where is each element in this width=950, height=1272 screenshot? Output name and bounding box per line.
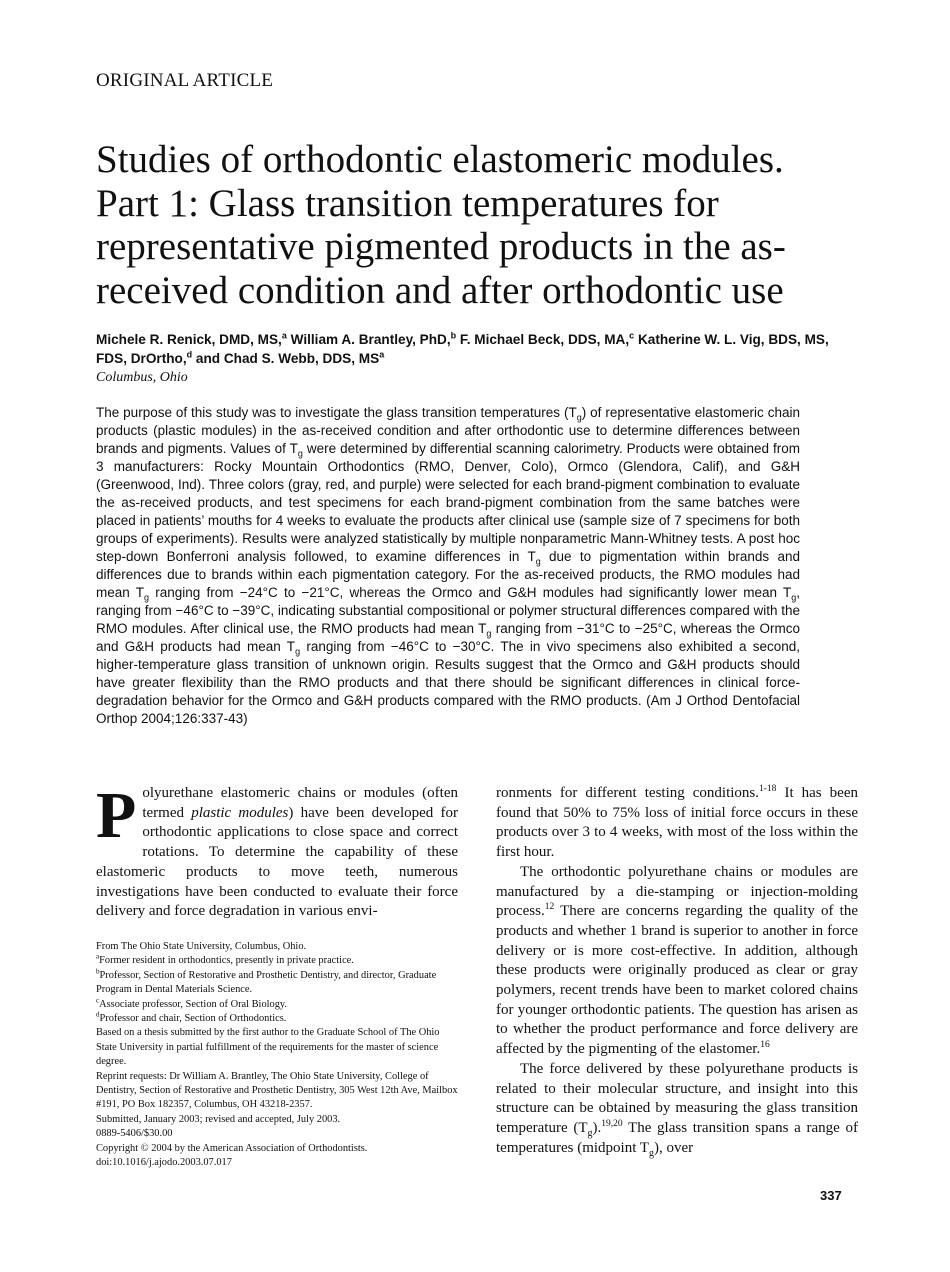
author-conjunction: and — [195, 351, 221, 366]
reference-citation: 12 — [544, 902, 555, 913]
reprint-request: Reprint requests: Dr William A. Brantley, The Ohio State University, College of Dentistry, Section of Restorative and Prosthetic Dentistry, 305 West 12th Ave, Mailbox #191, PO Box 182357, Columbus, OH 43218-2357. — [96, 1070, 458, 1111]
affiliation-marker: c — [629, 330, 635, 341]
author-name: F. Michael Beck, DDS, MA, — [459, 332, 630, 347]
body-text: The glass transition spans a range of temperatures (midpoint T — [496, 1119, 858, 1156]
footnote-text: Professor and chair, Section of Orthodontics. — [99, 1013, 287, 1025]
abstract-text: ranging from −24°C to −21°C, whereas the Ormco and G&H modules had significantly lower mean T — [149, 585, 792, 600]
footnote — [96, 1012, 458, 1026]
submission-dates: Submitted, January 2003; revised and accepted, July 2003. — [96, 1113, 341, 1125]
issn-price: 0889-5406/$30.00 — [96, 1128, 173, 1140]
footnote: Based on a thesis submitted by the first author to the Graduate School of The Ohio State University in partial fulfillment of the requirements for the master of science degree. — [96, 1027, 440, 1068]
reference-citation: 16 — [760, 1040, 770, 1051]
footnote — [96, 954, 458, 968]
abstract-text: were determined by differential scanning calorimetry. Products were obtained from 3 manufacturers: Rocky Mountain Orthodontics (RMO, Denver, Colo), Ormco (Glendora, Calif), and G&H (Greenwood, Ind). Three colors (gray, red, and purple) were selected for each brand-pigment combination to evaluate the as-received products, and test specimens for each brand-pigment combination from the same batches were placed in patients’ mouths for 4 weeks to evaluate the products after clinical use (sample size of 7 specimens for both groups of experiments). Results were analyzed statistically by multiple nonparametric Mann-Whitney tests. A post hoc step-down Bonferroni analysis followed, to examine differences in T — [96, 441, 800, 564]
subscript: g — [486, 628, 492, 639]
article-title: Studies of orthodontic elastomeric modules. Part 1: Glass transition temperatures for representative pigmented products in the as-received condition and after orthodontic use — [96, 138, 786, 312]
footnote-text: Former resident in orthodontics, presently in private practice. — [99, 955, 354, 967]
subscript: g — [791, 592, 797, 603]
affiliation-marker: a — [379, 349, 385, 360]
affiliation-marker: b — [450, 330, 457, 341]
footnote-marker: a — [96, 952, 100, 961]
affiliation-marker: a — [281, 330, 287, 341]
footnote-text: Professor, Section of Restorative and Prosthetic Dentistry, and director, Graduate Program in Dental Materials Science. — [96, 969, 437, 996]
subscript: g — [535, 556, 541, 567]
subscript: g — [297, 448, 303, 459]
body-text: ronments for different testing conditions. — [496, 785, 760, 801]
abstract-text: The purpose of this study was to investigate the glass transition temperatures (T — [96, 405, 577, 420]
abstract-text: , ranging from −46°C to −39°C, indicating substantial compositional or polymer structural differences compared with the RMO modules. After clinical use, the RMO products had mean T — [96, 585, 800, 636]
reference-citation: 19,20 — [601, 1118, 623, 1129]
subscript: g — [144, 592, 150, 603]
body-text: ). — [592, 1119, 602, 1136]
author-name: Katherine W. L. Vig, BDS, MS, FDS, DrOrtho, — [96, 332, 829, 366]
body-text: olyurethane elastomeric chains or modules (often termed — [142, 785, 458, 821]
footnote-text: Associate professor, Section of Oral Biology. — [99, 998, 288, 1010]
footnote-marker: c — [96, 996, 100, 1005]
affiliation-marker: d — [186, 349, 193, 360]
copyright: Copyright © 2004 by the American Association of Orthodontists. — [96, 1142, 368, 1154]
body-paragraph — [496, 784, 858, 863]
abstract — [96, 404, 800, 728]
emphasis-term: plastic modules — [191, 804, 289, 821]
drop-cap: P — [96, 779, 137, 852]
footnote — [96, 998, 458, 1012]
author-name: Michele R. Renick, DMD, MS, — [96, 332, 282, 347]
body-text: ), over — [654, 1139, 694, 1156]
section-label: ORIGINAL ARTICLE — [96, 70, 274, 91]
body-column-right — [496, 784, 858, 1158]
reference-citation: 1-18 — [759, 784, 777, 794]
author-name: William A. Brantley, PhD, — [290, 332, 451, 347]
footnote-marker: d — [96, 1010, 100, 1019]
footnote: From The Ohio State University, Columbus, Ohio. — [96, 941, 307, 952]
subscript: g — [587, 1127, 593, 1139]
abstract-text: ) of representative elastomeric chain products (plastic modules) in the as-received condition and after orthodontic use to determine differences between brands and pigments. Values of T — [96, 405, 800, 456]
body-text: There are concerns regarding the quality of the products and whether 1 brand is superior to another in force delivery or is more cost-effective. In addition, although these products were originally produced as clear or gray polymers, recent trends have been to market colored chains for younger orthodontic patients. The question has arisen as to whether the product performance and force delivery are affected by the pigmenting of the elastomer. — [496, 903, 858, 1058]
author-list — [96, 330, 856, 368]
body-text: The orthodontic polyurethane chains or modules are manufactured by a die-stamping or injection-molding process. — [496, 863, 858, 920]
abstract-text: ranging from −31°C to −25°C, whereas the Ormco and G&H products had mean T — [96, 621, 800, 654]
doi: doi:10.1016/j.ajodo.2003.07.017 — [96, 1157, 232, 1169]
footnote — [96, 969, 458, 998]
subscript: g — [295, 646, 301, 657]
subscript: g — [649, 1147, 655, 1159]
body-text: The force delivered by these polyurethane products is related to their molecular structure, and insight into this structure can be obtained by measuring the glass transition temperature (T — [496, 1060, 858, 1136]
body-text: It has been found that 50% to 75% loss of initial force occurs in these products over 3 to 4 weeks, with most of the loss within the first hour. — [496, 785, 858, 861]
body-paragraph — [496, 863, 858, 1060]
page-number: 337 — [820, 1188, 842, 1203]
intro-paragraph — [96, 779, 458, 922]
footnote-marker: b — [96, 967, 100, 976]
footnotes — [96, 940, 458, 1171]
subscript: g — [576, 412, 582, 423]
author-name: Chad S. Webb, DDS, MS — [223, 351, 380, 366]
body-text: ) have been developed for orthodontic applications to close space and correct rotations. To determine the capability of these elastomeric products to move teeth, numerous investigations have been conducted to evaluate their force delivery and force degradation in various envi- — [96, 804, 458, 920]
abstract-text: due to pigmentation within brands and differences due to brands within each pigmentation category. For the as-received products, the RMO modules had mean T — [96, 549, 800, 600]
body-column-left — [96, 779, 458, 922]
author-location: Columbus, Ohio — [96, 370, 188, 385]
body-paragraph — [496, 1060, 858, 1159]
abstract-text: ranging from −46°C to −30°C. The in vivo specimens also exhibited a second, higher-temperature glass transition of unknown origin. Results suggest that the Ormco and G&H products should have greater flexibility than the RMO products and that there should be significant differences in clinical force-degradation behavior for the Ormco and G&H products compared with the RMO products. (Am J Orthod Dentofacial Orthop 2004;126:337-43) — [96, 639, 800, 726]
